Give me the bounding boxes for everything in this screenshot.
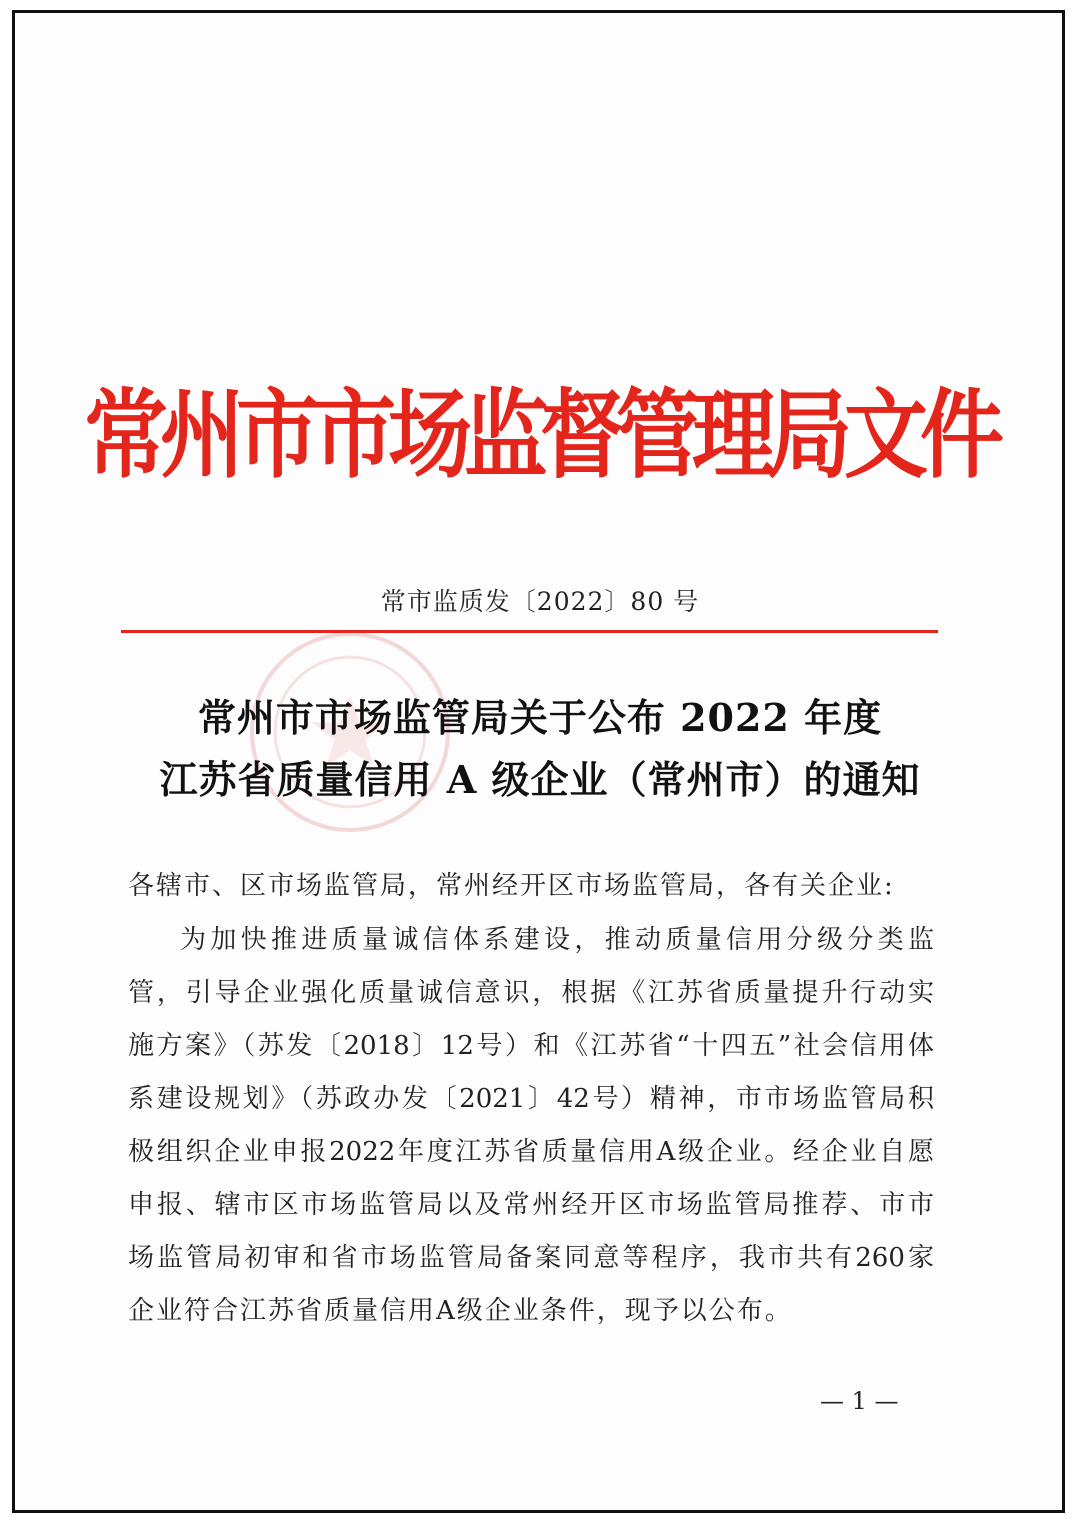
body-paragraph-line: 企业符合江苏省质量信用A级企业条件，现予以公布。 — [128, 1296, 793, 1326]
body-paragraph-line: 管，引导企业强化质量诚信意识，根据《江苏省质量提升行动实 — [128, 978, 934, 1008]
body-paragraph-line: 为加快推进质量诚信体系建设，推动质量信用分级分类监 — [180, 925, 934, 955]
body-paragraph-line: 场监管局初审和省市场监管局备案同意等程序，我市共有260家 — [128, 1243, 934, 1273]
body-paragraph-line: 申报、辖市区市场监管局以及常州经开区市场监管局推荐、市市 — [128, 1190, 934, 1220]
notice-title-line-2: 江苏省质量信用 A 级企业（常州市）的通知 — [159, 757, 921, 802]
agency-header-title: 常州市市场监督管理局文件 — [83, 377, 996, 492]
body-paragraph-line: 系建设规划》（苏政办发〔2021〕42号）精神，市市场监管局积 — [128, 1084, 934, 1114]
notice-title-line-1: 常州市市场监管局关于公布 2022 年度 — [197, 695, 883, 740]
body-paragraph-line: 极组织企业申报2022年度江苏省质量信用A级企业。经企业自愿 — [128, 1137, 934, 1167]
document-number: 常市监质发〔2022〕80 号 — [380, 587, 700, 616]
page-number: — 1 — — [820, 1387, 899, 1415]
body-paragraph-line: 施方案》（苏发〔2018〕12号）和《江苏省“十四五”社会信用体 — [128, 1031, 934, 1061]
salutation: 各辖市、区市场监管局，常州经开区市场监管局，各有关企业: — [128, 871, 895, 901]
red-separator-line — [121, 630, 938, 633]
